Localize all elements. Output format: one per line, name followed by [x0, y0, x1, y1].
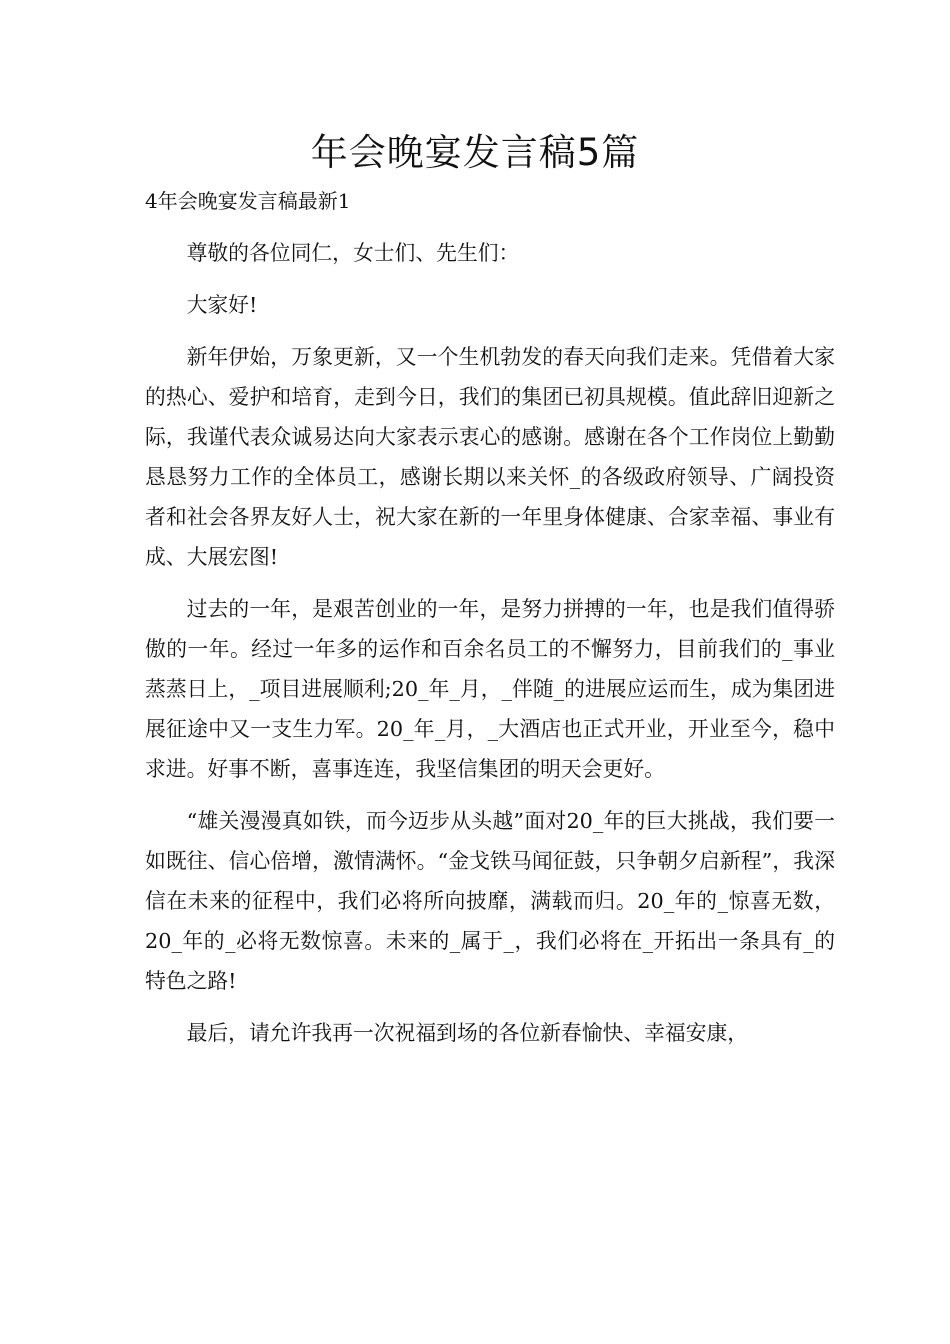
- body-paragraph: 过去的一年，是艰苦创业的一年，是努力拼搏的一年，也是我们值得骄傲的一年。经过一年多的运作和百余名员工的不懈努力，目前我们的_事业蒸蒸日上，_项目进展顺利;20_年_月，_伴随_的进展应运而生，成为集团进展征途中又一支生力军。20_年_月，_大酒店也正式开业，开业至今，稳中求进。好事不断，喜事连连，我坚信集团的明天会更好。: [145, 597, 835, 781]
- salutation-paragraph: 尊敬的各位同仁，女士们、先生们：: [186, 241, 520, 265]
- body-paragraph: “雄关漫漫真如铁，而今迈步从头越”面对20_年的巨大挑战，我们要一如既往、信心倍增，激情满怀。“金戈铁马闻征鼓，只争朝夕启新程”，我深信在未来的征程中，我们必将所向披靡，满载而归。20_年的_惊喜无数，20_年的_必将无数惊喜。未来的_属于_，我们必将在_开拓出一条具有_的特色之路!: [145, 809, 835, 993]
- closing-paragraph: 最后，请允许我再一次祝福到场的各位新春愉快、幸福安康，: [186, 1021, 749, 1045]
- document-body: [145, 233, 835, 1065]
- document-subtitle: 4年会晚宴发言稿最新1: [145, 189, 351, 213]
- greeting-paragraph: 大家好!: [186, 293, 258, 317]
- document-title: 年会晚宴发言稿5篇: [310, 131, 640, 174]
- body-paragraph: 新年伊始，万象更新，又一个生机勃发的春天向我们走来。凭借着大家的热心、爱护和培育，走到今日，我们的集团已初具规模。值此辞旧迎新之际，我谨代表众诚易达向大家表示衷心的感谢。感谢在各个工作岗位上勤勤恳恳努力工作的全体员工，感谢长期以来关怀_的各级政府领导、广阔投资者和社会各界友好人士，祝大家在新的一年里身体健康、合家幸福、事业有成、大展宏图!: [145, 345, 835, 569]
